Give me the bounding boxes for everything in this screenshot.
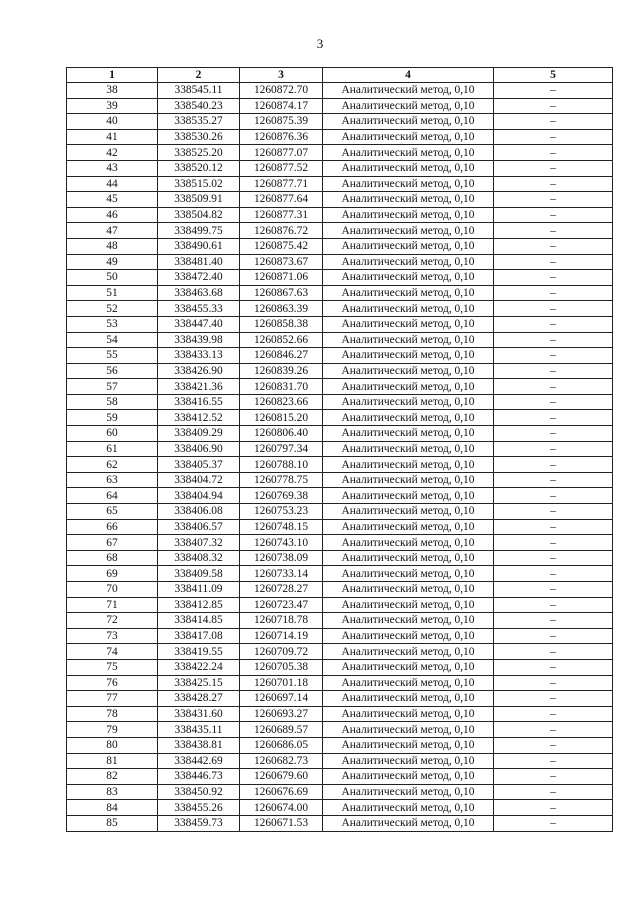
cell-point-number: 59: [67, 410, 158, 426]
cell-x: 338421.36: [158, 379, 240, 395]
cell-point-number: 45: [67, 192, 158, 208]
cell-description: –: [494, 769, 613, 785]
cell-point-number: 38: [67, 83, 158, 99]
cell-y: 1260875.39: [240, 114, 323, 130]
table-row: [67, 348, 613, 364]
cell-description: –: [494, 504, 613, 520]
cell-description: –: [494, 192, 613, 208]
cell-y: 1260797.34: [240, 441, 323, 457]
cell-description: –: [494, 784, 613, 800]
cell-description: –: [494, 566, 613, 582]
table-row: [67, 753, 613, 769]
cell-point-number: 65: [67, 504, 158, 520]
cell-point-number: 54: [67, 332, 158, 348]
cell-description: –: [494, 426, 613, 442]
table-row: [67, 675, 613, 691]
cell-point-number: 79: [67, 722, 158, 738]
table-row: [67, 316, 613, 332]
cell-y: 1260858.38: [240, 316, 323, 332]
cell-y: 1260686.05: [240, 737, 323, 753]
cell-method: Аналитический метод, 0,10: [323, 176, 494, 192]
cell-description: –: [494, 379, 613, 395]
cell-description: –: [494, 83, 613, 99]
column-header-point-number: 1: [67, 68, 158, 83]
cell-x: 338530.26: [158, 129, 240, 145]
cell-method: Аналитический метод, 0,10: [323, 504, 494, 520]
cell-y: 1260689.57: [240, 722, 323, 738]
table-row: [67, 566, 613, 582]
table-row: [67, 659, 613, 675]
cell-description: –: [494, 550, 613, 566]
cell-x: 338481.40: [158, 254, 240, 270]
cell-x: 338472.40: [158, 270, 240, 286]
cell-method: Аналитический метод, 0,10: [323, 301, 494, 317]
cell-point-number: 60: [67, 426, 158, 442]
table-row: [67, 535, 613, 551]
cell-x: 338428.27: [158, 691, 240, 707]
cell-method: Аналитический метод, 0,10: [323, 644, 494, 660]
cell-description: –: [494, 659, 613, 675]
cell-y: 1260877.52: [240, 160, 323, 176]
table-row: [67, 394, 613, 410]
cell-description: –: [494, 675, 613, 691]
cell-description: –: [494, 176, 613, 192]
cell-point-number: 52: [67, 301, 158, 317]
table-row: [67, 737, 613, 753]
cell-point-number: 69: [67, 566, 158, 582]
cell-method: Аналитический метод, 0,10: [323, 753, 494, 769]
cell-method: Аналитический метод, 0,10: [323, 550, 494, 566]
cell-point-number: 64: [67, 488, 158, 504]
cell-description: –: [494, 98, 613, 114]
cell-method: Аналитический метод, 0,10: [323, 285, 494, 301]
table-row: [67, 613, 613, 629]
cell-description: –: [494, 519, 613, 535]
cell-method: Аналитический метод, 0,10: [323, 363, 494, 379]
table-row: [67, 223, 613, 239]
cell-method: Аналитический метод, 0,10: [323, 316, 494, 332]
table-row: [67, 160, 613, 176]
cell-y: 1260679.60: [240, 769, 323, 785]
cell-point-number: 43: [67, 160, 158, 176]
cell-description: –: [494, 254, 613, 270]
cell-point-number: 77: [67, 691, 158, 707]
cell-y: 1260778.75: [240, 472, 323, 488]
table-row: [67, 238, 613, 254]
cell-y: 1260875.42: [240, 238, 323, 254]
cell-x: 338425.15: [158, 675, 240, 691]
cell-method: Аналитический метод, 0,10: [323, 628, 494, 644]
cell-x: 338407.32: [158, 535, 240, 551]
cell-method: Аналитический метод, 0,10: [323, 800, 494, 816]
column-header-description: 5: [494, 68, 613, 83]
cell-x: 338422.24: [158, 659, 240, 675]
cell-point-number: 47: [67, 223, 158, 239]
cell-point-number: 66: [67, 519, 158, 535]
cell-x: 338412.52: [158, 410, 240, 426]
cell-y: 1260877.31: [240, 207, 323, 223]
cell-point-number: 67: [67, 535, 158, 551]
cell-point-number: 83: [67, 784, 158, 800]
cell-y: 1260723.47: [240, 597, 323, 613]
cell-description: –: [494, 129, 613, 145]
cell-y: 1260733.14: [240, 566, 323, 582]
table-row: [67, 488, 613, 504]
table-row: [67, 519, 613, 535]
cell-y: 1260806.40: [240, 426, 323, 442]
cell-method: Аналитический метод, 0,10: [323, 737, 494, 753]
table-row: [67, 285, 613, 301]
cell-description: –: [494, 691, 613, 707]
cell-point-number: 78: [67, 706, 158, 722]
table-row: [67, 815, 613, 831]
cell-description: –: [494, 628, 613, 644]
cell-y: 1260676.69: [240, 784, 323, 800]
table-row: [67, 706, 613, 722]
cell-method: Аналитический метод, 0,10: [323, 706, 494, 722]
cell-point-number: 76: [67, 675, 158, 691]
cell-description: –: [494, 285, 613, 301]
table-row: [67, 597, 613, 613]
cell-x: 338525.20: [158, 145, 240, 161]
cell-point-number: 50: [67, 270, 158, 286]
cell-y: 1260788.10: [240, 457, 323, 473]
cell-description: –: [494, 472, 613, 488]
cell-point-number: 53: [67, 316, 158, 332]
cell-x: 338499.75: [158, 223, 240, 239]
cell-description: –: [494, 270, 613, 286]
cell-x: 338455.26: [158, 800, 240, 816]
cell-y: 1260874.17: [240, 98, 323, 114]
cell-x: 338447.40: [158, 316, 240, 332]
table-row: [67, 192, 613, 208]
cell-description: –: [494, 753, 613, 769]
table-row: [67, 176, 613, 192]
cell-y: 1260701.18: [240, 675, 323, 691]
cell-description: –: [494, 800, 613, 816]
table-row: [67, 628, 613, 644]
cell-y: 1260748.15: [240, 519, 323, 535]
cell-method: Аналитический метод, 0,10: [323, 160, 494, 176]
cell-y: 1260671.53: [240, 815, 323, 831]
cell-method: Аналитический метод, 0,10: [323, 238, 494, 254]
cell-description: –: [494, 348, 613, 364]
cell-x: 338404.72: [158, 472, 240, 488]
cell-y: 1260753.23: [240, 504, 323, 520]
cell-point-number: 46: [67, 207, 158, 223]
cell-method: Аналитический метод, 0,10: [323, 457, 494, 473]
cell-y: 1260728.27: [240, 582, 323, 598]
cell-y: 1260846.27: [240, 348, 323, 364]
cell-point-number: 70: [67, 582, 158, 598]
cell-x: 338535.27: [158, 114, 240, 130]
cell-x: 338504.82: [158, 207, 240, 223]
cell-point-number: 39: [67, 98, 158, 114]
cell-y: 1260815.20: [240, 410, 323, 426]
cell-y: 1260876.36: [240, 129, 323, 145]
table-row: [67, 722, 613, 738]
cell-method: Аналитический метод, 0,10: [323, 675, 494, 691]
cell-point-number: 41: [67, 129, 158, 145]
cell-method: Аналитический метод, 0,10: [323, 83, 494, 99]
table-row: [67, 550, 613, 566]
cell-point-number: 61: [67, 441, 158, 457]
cell-point-number: 57: [67, 379, 158, 395]
cell-description: –: [494, 145, 613, 161]
cell-y: 1260872.70: [240, 83, 323, 99]
cell-method: Аналитический метод, 0,10: [323, 114, 494, 130]
cell-y: 1260714.19: [240, 628, 323, 644]
table-row: [67, 504, 613, 520]
cell-method: Аналитический метод, 0,10: [323, 582, 494, 598]
cell-x: 338435.11: [158, 722, 240, 738]
cell-point-number: 71: [67, 597, 158, 613]
cell-method: Аналитический метод, 0,10: [323, 769, 494, 785]
cell-y: 1260852.66: [240, 332, 323, 348]
cell-description: –: [494, 737, 613, 753]
cell-method: Аналитический метод, 0,10: [323, 613, 494, 629]
cell-method: Аналитический метод, 0,10: [323, 223, 494, 239]
cell-method: Аналитический метод, 0,10: [323, 270, 494, 286]
cell-method: Аналитический метод, 0,10: [323, 254, 494, 270]
table-row: [67, 472, 613, 488]
cell-y: 1260877.64: [240, 192, 323, 208]
cell-y: 1260839.26: [240, 363, 323, 379]
cell-y: 1260697.14: [240, 691, 323, 707]
cell-y: 1260693.27: [240, 706, 323, 722]
cell-x: 338416.55: [158, 394, 240, 410]
cell-point-number: 49: [67, 254, 158, 270]
cell-y: 1260863.39: [240, 301, 323, 317]
cell-x: 338414.85: [158, 613, 240, 629]
cell-x: 338408.32: [158, 550, 240, 566]
cell-point-number: 82: [67, 769, 158, 785]
cell-method: Аналитический метод, 0,10: [323, 426, 494, 442]
cell-description: –: [494, 223, 613, 239]
cell-x: 338509.91: [158, 192, 240, 208]
cell-method: Аналитический метод, 0,10: [323, 410, 494, 426]
cell-x: 338409.29: [158, 426, 240, 442]
table-row: [67, 582, 613, 598]
cell-method: Аналитический метод, 0,10: [323, 659, 494, 675]
cell-y: 1260877.71: [240, 176, 323, 192]
cell-point-number: 74: [67, 644, 158, 660]
table-row: [67, 644, 613, 660]
cell-x: 338406.08: [158, 504, 240, 520]
cell-x: 338520.12: [158, 160, 240, 176]
cell-description: –: [494, 363, 613, 379]
cell-x: 338405.37: [158, 457, 240, 473]
cell-method: Аналитический метод, 0,10: [323, 129, 494, 145]
cell-point-number: 42: [67, 145, 158, 161]
column-header-y: 3: [240, 68, 323, 83]
cell-x: 338450.92: [158, 784, 240, 800]
cell-point-number: 51: [67, 285, 158, 301]
cell-point-number: 62: [67, 457, 158, 473]
table-row: [67, 301, 613, 317]
table-row: [67, 270, 613, 286]
cell-description: –: [494, 160, 613, 176]
cell-x: 338406.57: [158, 519, 240, 535]
cell-method: Аналитический метод, 0,10: [323, 192, 494, 208]
cell-description: –: [494, 394, 613, 410]
cell-method: Аналитический метод, 0,10: [323, 379, 494, 395]
table-row: [67, 441, 613, 457]
cell-point-number: 58: [67, 394, 158, 410]
table-body: [67, 83, 613, 832]
table-row: [67, 457, 613, 473]
cell-description: –: [494, 722, 613, 738]
cell-method: Аналитический метод, 0,10: [323, 784, 494, 800]
cell-x: 338417.08: [158, 628, 240, 644]
cell-y: 1260705.38: [240, 659, 323, 675]
cell-method: Аналитический метод, 0,10: [323, 207, 494, 223]
cell-y: 1260709.72: [240, 644, 323, 660]
cell-description: –: [494, 597, 613, 613]
table-row: [67, 379, 613, 395]
cell-description: –: [494, 238, 613, 254]
table-row: [67, 83, 613, 99]
cell-method: Аналитический метод, 0,10: [323, 145, 494, 161]
cell-x: 338438.81: [158, 737, 240, 753]
table-row: [67, 426, 613, 442]
cell-method: Аналитический метод, 0,10: [323, 597, 494, 613]
cell-description: –: [494, 316, 613, 332]
cell-description: –: [494, 207, 613, 223]
table-row: [67, 145, 613, 161]
cell-y: 1260674.00: [240, 800, 323, 816]
page-number: 3: [316, 36, 324, 51]
cell-point-number: 80: [67, 737, 158, 753]
cell-description: –: [494, 457, 613, 473]
cell-y: 1260877.07: [240, 145, 323, 161]
column-header-method: 4: [323, 68, 494, 83]
table-header-row: [67, 68, 613, 83]
cell-point-number: 55: [67, 348, 158, 364]
table-row: [67, 769, 613, 785]
cell-method: Аналитический метод, 0,10: [323, 394, 494, 410]
cell-point-number: 72: [67, 613, 158, 629]
cell-method: Аналитический метод, 0,10: [323, 332, 494, 348]
cell-x: 338404.94: [158, 488, 240, 504]
cell-description: –: [494, 613, 613, 629]
table-row: [67, 129, 613, 145]
cell-x: 338463.68: [158, 285, 240, 301]
cell-x: 338446.73: [158, 769, 240, 785]
cell-description: –: [494, 706, 613, 722]
cell-point-number: 85: [67, 815, 158, 831]
table-row: [67, 784, 613, 800]
cell-description: –: [494, 582, 613, 598]
cell-method: Аналитический метод, 0,10: [323, 566, 494, 582]
cell-method: Аналитический метод, 0,10: [323, 815, 494, 831]
cell-method: Аналитический метод, 0,10: [323, 441, 494, 457]
cell-point-number: 68: [67, 550, 158, 566]
coordinates-table: [66, 67, 613, 832]
cell-y: 1260876.72: [240, 223, 323, 239]
cell-y: 1260682.73: [240, 753, 323, 769]
cell-x: 338459.73: [158, 815, 240, 831]
cell-point-number: 81: [67, 753, 158, 769]
cell-x: 338515.02: [158, 176, 240, 192]
cell-x: 338406.90: [158, 441, 240, 457]
cell-description: –: [494, 441, 613, 457]
cell-x: 338411.09: [158, 582, 240, 598]
cell-point-number: 44: [67, 176, 158, 192]
cell-x: 338439.98: [158, 332, 240, 348]
cell-description: –: [494, 488, 613, 504]
cell-description: –: [494, 410, 613, 426]
table-row: [67, 207, 613, 223]
cell-y: 1260743.10: [240, 535, 323, 551]
cell-description: –: [494, 815, 613, 831]
cell-point-number: 75: [67, 659, 158, 675]
cell-y: 1260738.09: [240, 550, 323, 566]
cell-point-number: 48: [67, 238, 158, 254]
cell-x: 338409.58: [158, 566, 240, 582]
cell-y: 1260769.38: [240, 488, 323, 504]
table-row: [67, 98, 613, 114]
cell-y: 1260871.06: [240, 270, 323, 286]
cell-description: –: [494, 114, 613, 130]
table-row: [67, 410, 613, 426]
cell-x: 338490.61: [158, 238, 240, 254]
cell-x: 338545.11: [158, 83, 240, 99]
cell-x: 338540.23: [158, 98, 240, 114]
table-row: [67, 800, 613, 816]
cell-y: 1260831.70: [240, 379, 323, 395]
cell-x: 338426.90: [158, 363, 240, 379]
cell-point-number: 63: [67, 472, 158, 488]
cell-method: Аналитический метод, 0,10: [323, 722, 494, 738]
cell-point-number: 40: [67, 114, 158, 130]
table-row: [67, 254, 613, 270]
cell-method: Аналитический метод, 0,10: [323, 98, 494, 114]
cell-point-number: 84: [67, 800, 158, 816]
cell-x: 338442.69: [158, 753, 240, 769]
cell-x: 338433.13: [158, 348, 240, 364]
cell-description: –: [494, 535, 613, 551]
cell-x: 338431.60: [158, 706, 240, 722]
table-row: [67, 691, 613, 707]
cell-x: 338412.85: [158, 597, 240, 613]
cell-x: 338419.55: [158, 644, 240, 660]
cell-y: 1260718.78: [240, 613, 323, 629]
cell-method: Аналитический метод, 0,10: [323, 348, 494, 364]
cell-method: Аналитический метод, 0,10: [323, 691, 494, 707]
cell-description: –: [494, 644, 613, 660]
cell-y: 1260823.66: [240, 394, 323, 410]
cell-y: 1260867.63: [240, 285, 323, 301]
table-row: [67, 332, 613, 348]
cell-y: 1260873.67: [240, 254, 323, 270]
cell-point-number: 56: [67, 363, 158, 379]
cell-method: Аналитический метод, 0,10: [323, 535, 494, 551]
table-row: [67, 114, 613, 130]
cell-x: 338455.33: [158, 301, 240, 317]
cell-description: –: [494, 301, 613, 317]
cell-method: Аналитический метод, 0,10: [323, 519, 494, 535]
cell-method: Аналитический метод, 0,10: [323, 488, 494, 504]
table-row: [67, 363, 613, 379]
column-header-x: 2: [158, 68, 240, 83]
cell-point-number: 73: [67, 628, 158, 644]
cell-description: –: [494, 332, 613, 348]
cell-method: Аналитический метод, 0,10: [323, 472, 494, 488]
